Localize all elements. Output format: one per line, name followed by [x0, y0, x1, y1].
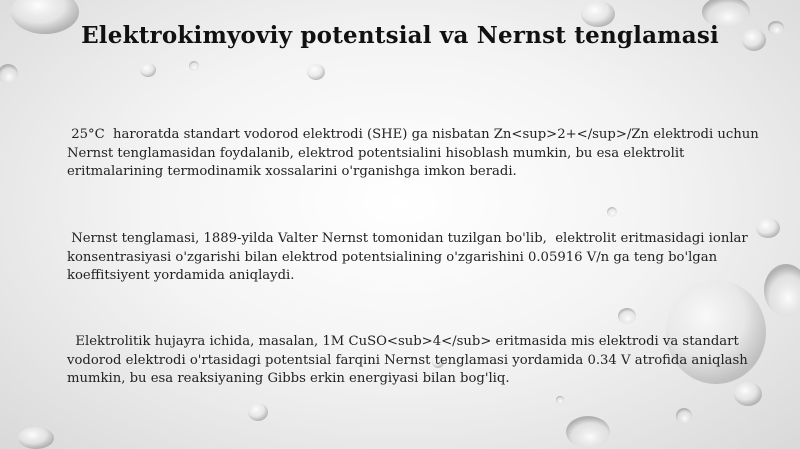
paragraph-nernst-history: Nernst tenglamasi, 1889-yilda Valter Nernst tomonidan tuzilgan bo'lib, elektrolit eritmasidagi ionlar konsentrasiyasi o'zgarishi bilan elektrod potentsialining o'zgarishini 0.05916 V/n ga teng bo'lgan koeffitsiyent yordamida aniqlaydi.: [67, 231, 752, 283]
water-drop: [607, 207, 617, 217]
paragraph-cuso4-cell: Elektrolitik hujayra ichida, masalan, 1M CuSO<sub>4</sub> eritmasida mis elektrodi va standart vodorod elektrodi o'rtasidagi potentsial farqini Nernst tenglamasi yordamida 0.34 V atrofida aniqlash mumkin, bu esa reaksiyaning Gibbs erkin energiyasi bilan bog'liq.: [67, 334, 752, 386]
water-drop: [248, 403, 268, 421]
paragraph-she-zn: 25°C haroratda standart vodorod elektrodi (SHE) ga nisbatan Zn<sup>2+</sup>/Zn elektrodi uchun Nernst tenglamasidan foydalanib, elektrod potentsialini hisoblash mumkin, bu esa elektrolit eritmalarining termodinamik xossalarini o'rganishga imkon beradi.: [67, 127, 763, 179]
water-drop: [764, 264, 800, 316]
water-drop: [556, 396, 564, 404]
slide-title: Elektrokimyoviy potentsial va Nernst tenglamasi: [81, 22, 719, 49]
water-drop: [18, 427, 54, 449]
water-drop: [0, 64, 18, 84]
water-drop: [566, 416, 610, 448]
water-drop: [307, 64, 325, 80]
water-drop: [140, 63, 156, 77]
water-drop: [189, 61, 199, 71]
water-drop: [618, 308, 636, 324]
water-drop: [676, 408, 692, 424]
